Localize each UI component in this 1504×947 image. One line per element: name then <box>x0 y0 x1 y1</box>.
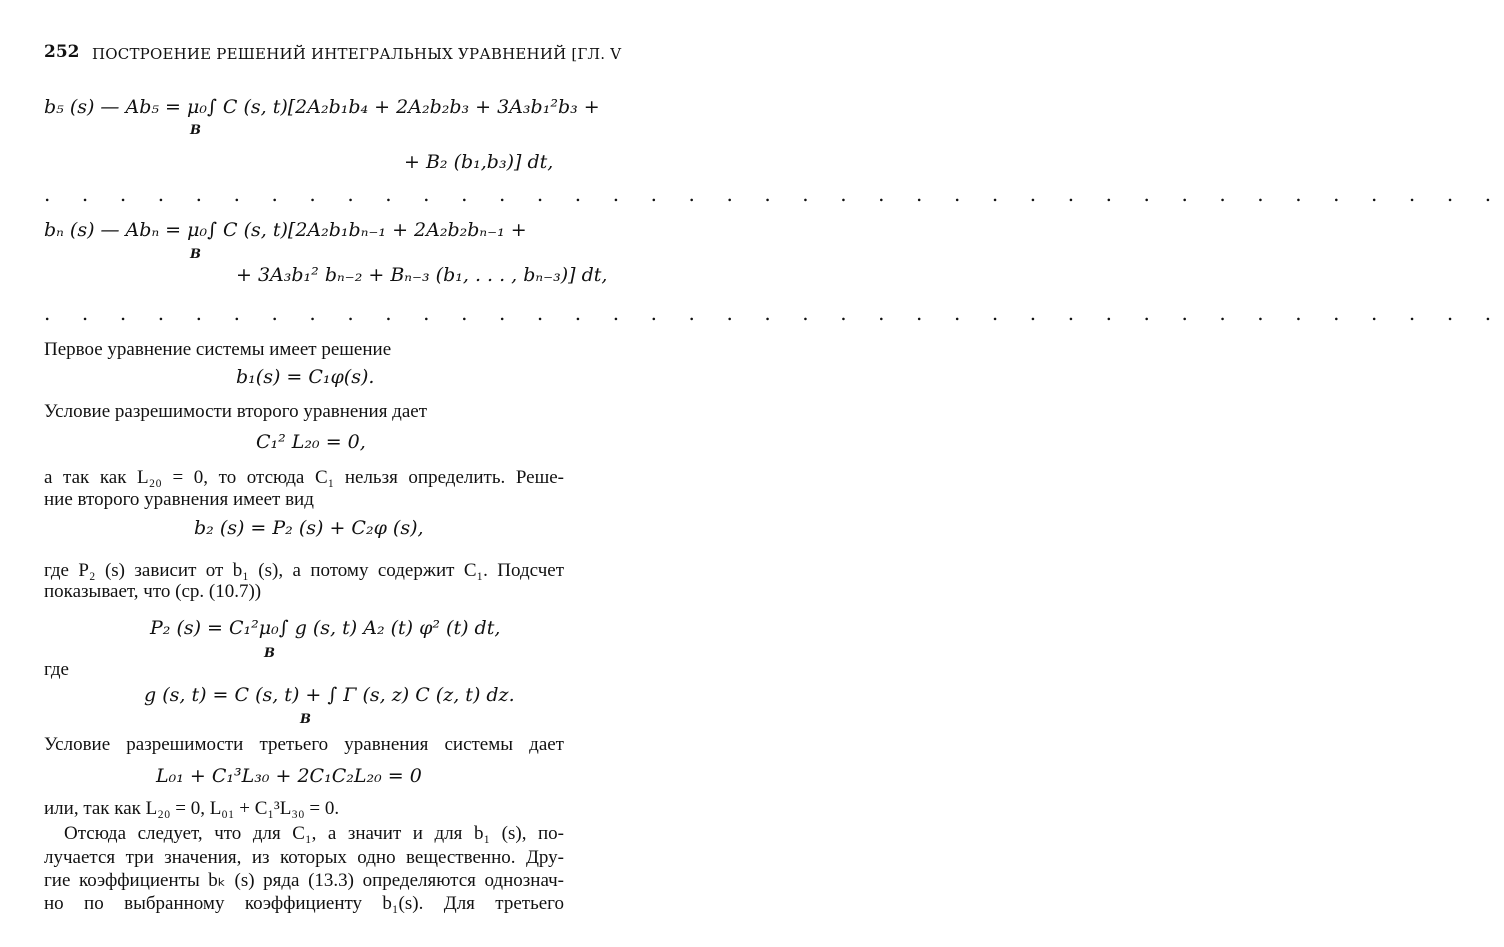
equation-bn-line2: + 3A₃b₁² bₙ₋₂ + Bₙ₋₃ (b₁, . . . , bₙ₋₃)] dt, <box>236 264 608 286</box>
formula-solvability-third: L₀₁ + C₁³L₃₀ + 2C₁C₂L₂₀ = 0 <box>156 765 422 787</box>
equation-bn-line1: bₙ (s) — Abₙ = μ₀∫ C (s, t)[2A₂b₁bₙ₋₁ + 2A₂b₂bₙ₋₁ + <box>44 219 527 241</box>
text-line: где P₂ (s) зависит от b₁ (s), а потому содержит C₁. Подсчет <box>44 560 564 581</box>
running-title: ПОСТРОЕНИЕ РЕШЕНИЙ ИНТЕГРАЛЬНЫХ УРАВНЕНИЙ [ГЛ. V <box>92 45 622 63</box>
text-line: Условие разрешимости второго уравнения дает <box>44 401 428 422</box>
formula-p2: P₂ (s) = C₁²μ₀∫ g (s, t) A₂ (t) φ² (t) dt, <box>150 617 501 639</box>
integral-domain-label: B <box>264 646 275 661</box>
text-line: ние второго уравнения имеет вид <box>44 489 314 510</box>
equation-b5-line2: + B₂ (b₁,b₃)] dt, <box>404 151 554 173</box>
formula-b1: b₁(s) = C₁φ(s). <box>236 366 375 388</box>
dots-separator: . . . . . . . . . . . . . . . . . . . . . . . . . . . . . . . . . . . . . . . <box>44 182 1504 206</box>
text-line: Первое уравнение системы имеет решение <box>44 339 392 360</box>
text-line: Отсюда следует, что для C₁, а значит и для b₁ (s), по- <box>64 823 564 844</box>
text-line: Условие разрешимости третьего уравнения системы дает <box>44 734 564 755</box>
text-line: лучается три значения, из которых одно вещественно. Дру- <box>44 847 564 868</box>
text-line: или, так как L₂₀ = 0, L₀₁ + C₁³L₃₀ = 0. <box>44 798 340 819</box>
text-line: гие коэффициенты bₖ (s) ряда (13.3) определяются однознач- <box>44 870 564 891</box>
equation-b5-line1: b₅ (s) — Ab₅ = μ₀∫ C (s, t)[2A₂b₁b₄ + 2A₂b₂b₃ + 3A₃b₁²b₃ + <box>44 96 600 118</box>
text-line: но по выбранному коэффициенту b₁(s). Для третьего <box>44 893 564 914</box>
integral-domain-label: B <box>190 123 201 138</box>
formula-solvability-second: C₁² L₂₀ = 0, <box>256 431 366 453</box>
dots-separator: . . . . . . . . . . . . . . . . . . . . . . . . . . . . . . . . . . . . . . . <box>44 301 1504 325</box>
integral-domain-label: B <box>300 712 311 727</box>
formula-b2: b₂ (s) = P₂ (s) + C₂φ (s), <box>194 517 424 539</box>
text-line: где <box>44 659 69 680</box>
text-line: показывает, что (ср. (10.7)) <box>44 581 262 602</box>
page-number: 252 <box>44 42 80 62</box>
text-line: а так как L₂₀ = 0, то отсюда C₁ нельзя определить. Реше- <box>44 467 564 488</box>
integral-domain-label: B <box>190 247 201 262</box>
formula-g: g (s, t) = C (s, t) + ∫ Γ (s, z) C (z, t) dz. <box>144 684 515 706</box>
